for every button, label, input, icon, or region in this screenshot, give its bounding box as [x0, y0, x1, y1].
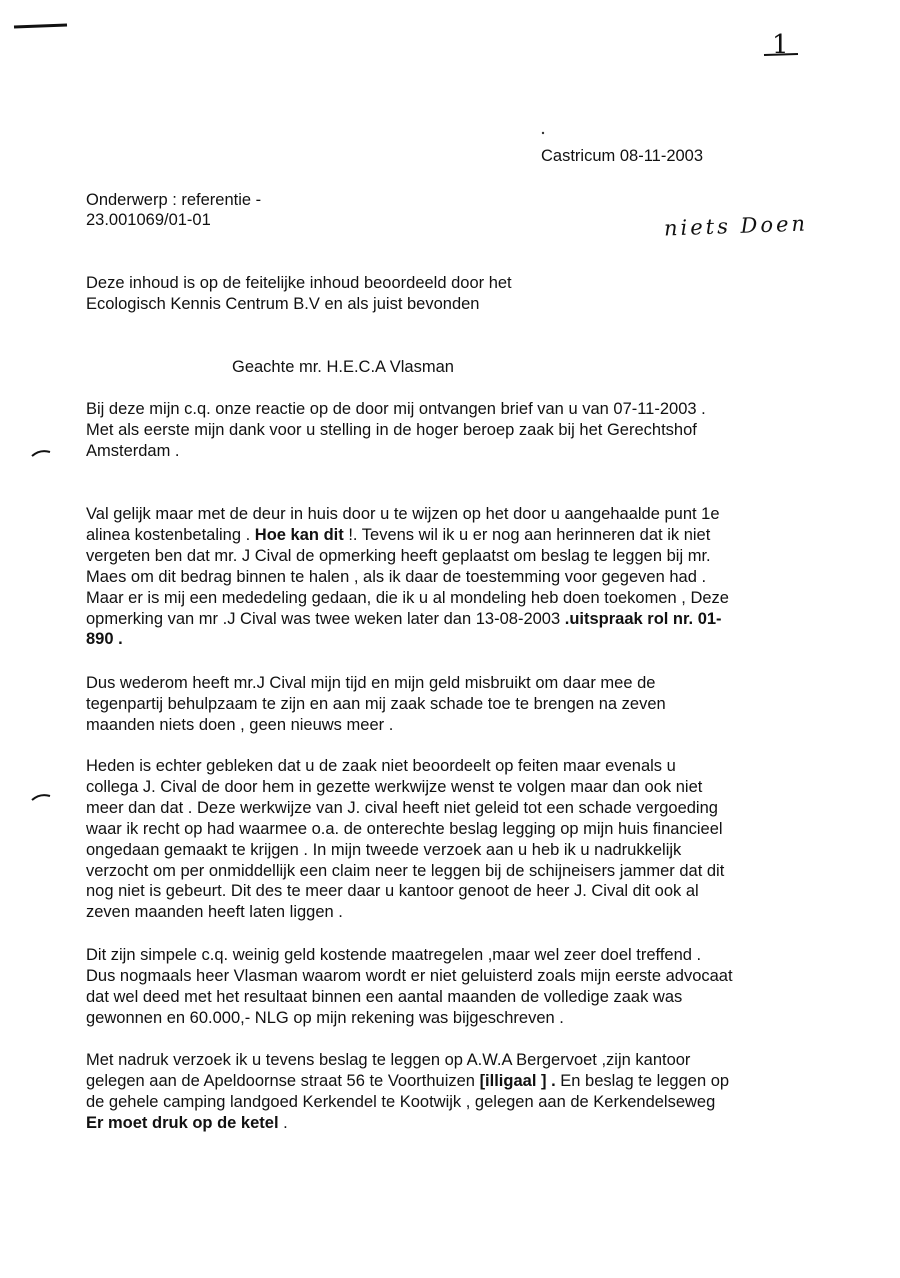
- paragraph-line: Dit zijn simpele c.q. weinig geld kostende maatregelen ,maar wel zeer doel treffend .: [86, 946, 702, 964]
- handwritten-note: niets Doen: [663, 211, 809, 241]
- paragraph-line: ongedaan gemaakt te krijgen . In mijn tweede verzoek aan u heb ik u nadrukkelijk: [86, 840, 682, 859]
- paragraph-line: Met nadruk verzoek ik u tevens beslag te leggen op A.W.A Bergervoet ,zijn kantoor: [86, 1051, 691, 1069]
- page-number: 1: [772, 30, 789, 60]
- paragraph-4: [86, 756, 826, 923]
- bold-text: .uitspraak rol nr. 01-: [564, 609, 722, 628]
- paragraph-line: vergeten ben dat mr. J Cival de opmerking heeft geplaatst om beslag te leggen bij mr.: [86, 546, 711, 565]
- paragraph-6: [86, 1050, 826, 1134]
- paragraph-line: Maar er is mij een mededeling gedaan, die ik u al mondeling heb doen toekomen , Deze: [86, 588, 729, 607]
- intro-line-2: Ecologisch Kennis Centrum B.V en als juist bevonden: [86, 295, 480, 313]
- paragraph-line: Met als eerste mijn dank voor u stelling in de hoger beroep zaak bij het Gerechtshof: [86, 420, 697, 439]
- subject-line-1: Onderwerp : referentie -: [86, 191, 262, 209]
- paragraph-line: Dus nogmaals heer Vlasman waarom wordt er niet geluisterd zoals mijn eerste advocaat: [86, 966, 733, 985]
- subject-line-2: 23.001069/01-01: [86, 211, 211, 229]
- scan-mark-top-left: [12, 18, 72, 34]
- paragraph-line: Val gelijk maar met de deur in huis door u te wijzen op het door u aangehaalde punt 1e: [86, 505, 720, 523]
- text-run: !. Tevens wil ik u er nog aan herinneren dat ik niet: [343, 525, 711, 544]
- paragraph-line: dat wel deed met het resultaat binnen een aantal maanden de volledige zaak was: [86, 987, 683, 1006]
- paragraph-line: 890 .: [86, 630, 123, 649]
- paragraph-line: [86, 1113, 826, 1134]
- bold-text: Hoe kan dit: [254, 525, 344, 544]
- margin-mark-2: [30, 790, 54, 804]
- paragraph-line: tegenpartij behulpzaam te zijn en aan mij zaak schade toe te brengen na zeven: [86, 694, 666, 713]
- page-number-underline: [762, 50, 802, 60]
- text-run: opmerking van mr .J Cival was twee weken later dan 13-08-2003: [86, 609, 565, 628]
- salutation: Geachte mr. H.E.C.A Vlasman: [232, 358, 454, 376]
- paragraph-line: Dus wederom heeft mr.J Cival mijn tijd en mijn geld misbruikt om daar mee de: [86, 674, 656, 692]
- paragraph-line: gewonnen en 60.000,- NLG op mijn rekening was bijgeschreven .: [86, 1008, 564, 1027]
- paragraph-line: de gehele camping landgoed Kerkendel te Kootwijk , gelegen aan de Kerkendelseweg: [86, 1092, 716, 1111]
- paragraph-line: verzocht om per onmiddellijk een claim neer te leggen bij de schijneisers jammer dat dit: [86, 861, 725, 880]
- margin-mark-1: [30, 446, 54, 460]
- paragraph-line: zeven maanden heeft laten liggen .: [86, 903, 343, 922]
- paragraph-line: Maes om dit bedrag binnen te halen , als ik daar de toestemming voor gegeven had .: [86, 567, 707, 586]
- bold-text: Er moet druk op de ketel: [86, 1113, 279, 1132]
- paragraph-line: nog niet is gebeurt. Dit des te meer daar u kantoor genoot de heer J. Cival dit ook al: [86, 882, 699, 901]
- paragraph-line: [86, 1071, 826, 1092]
- text-run: En beslag te leggen op: [555, 1071, 730, 1090]
- paragraph-1: [86, 399, 826, 462]
- paragraph-line: [86, 609, 826, 630]
- paragraph-line: maanden niets doen , geen nieuws meer .: [86, 715, 394, 734]
- text-run: gelegen aan de Apeldoornse straat 56 te Voorthuizen: [86, 1071, 480, 1090]
- text-run: .: [278, 1113, 288, 1132]
- paragraph-line: Bij deze mijn c.q. onze reactie op de door mij ontvangen brief van u van 07-11-2003 .: [86, 400, 706, 418]
- place-date: Castricum 08-11-2003: [541, 147, 704, 165]
- paragraph-line: [86, 525, 826, 546]
- paragraph-line: Heden is echter gebleken dat u de zaak niet beoordeelt op feiten maar evenals u: [86, 757, 676, 775]
- paragraph-5: [86, 945, 826, 1029]
- paragraph-2: [86, 504, 826, 650]
- intro-line-1: Deze inhoud is op de feitelijke inhoud beoordeeld door het: [86, 274, 512, 292]
- paragraph-line: waar ik recht op had waarmee o.a. de onterechte beslag legging op mijn huis financieel: [86, 819, 723, 838]
- bold-text: [illigaal ] .: [479, 1071, 556, 1090]
- scan-dot: [540, 130, 546, 136]
- text-run: alinea kostenbetaling .: [86, 525, 255, 544]
- paragraph-line: meer dan dat . Deze werkwijze van J. cival heeft niet geleid tot een schade vergoeding: [86, 798, 718, 817]
- paragraph-line: Amsterdam .: [86, 441, 180, 460]
- paragraph-3: [86, 673, 826, 736]
- paragraph-line: collega J. Cival de door hem in gezette werkwijze wenst te volgen maar dan ook niet: [86, 777, 703, 796]
